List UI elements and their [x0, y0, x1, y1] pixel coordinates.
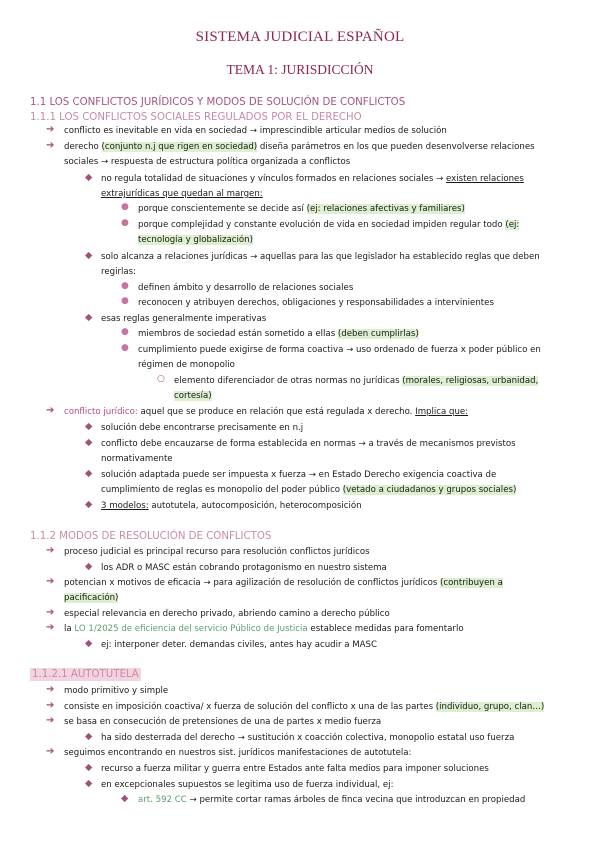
section-heading-1-1-1: 1.1.1 LOS CONFLICTOS SOCIALES REGULADOS POR EL DERECHO [30, 112, 362, 123]
list-item-continuation: régimen de monopolio [138, 360, 235, 370]
diamond-bullet-icon: ◆ [85, 561, 93, 572]
arrow-right-icon: ➔ [46, 576, 55, 587]
dot-bullet-icon: ● [121, 218, 129, 228]
list-item: art. 592 CC → permite cortar ramas árboles de finca vecina que introduzcan en propiedad [138, 795, 526, 805]
dot-bullet-icon: ● [121, 202, 129, 212]
list-item: conflicto es inevitable en vida en sociedad → imprescindible articular medios de solución [64, 126, 447, 136]
diamond-bullet-icon: ◆ [85, 638, 93, 649]
topic-title: TEMA 1: JURISDICCIÓN [226, 62, 374, 77]
section-heading-1-1-2-1: 1.1.2.1 AUTOTUTELA [32, 669, 139, 680]
list-item-continuation: cortesía) [174, 391, 212, 401]
dot-bullet-icon: ● [121, 281, 129, 291]
arrow-right-icon: ➔ [46, 140, 55, 151]
list-item: en excepcionales supuestos se legitima uso de fuerza individual, ej: [101, 780, 394, 790]
list-item: porque complejidad y constante evolución de vida en sociedad impiden regular todo (ej: [138, 220, 520, 230]
diamond-bullet-icon: ◆ [121, 793, 129, 804]
list-item-continuation: pacificación) [64, 593, 119, 603]
list-item: consiste en imposición coactiva/ x fuerza de solución del conflicto x una de las partes (individuo, grupo, clan…) [64, 702, 545, 712]
arrow-right-icon: ➔ [46, 607, 55, 618]
list-item: miembros de sociedad están sometido a ellas (deben cumplirlas) [138, 329, 419, 339]
list-item: especial relevancia en derecho privado, abriendo camino a derecho público [64, 609, 390, 619]
list-item: proceso judicial es principal recurso para resolución conflictos jurídicos [64, 547, 370, 557]
list-item: solución adaptada puede ser impuesta x fuerza → en Estado Derecho exigencia coactiva de [101, 470, 497, 480]
list-item: elemento diferenciador de otras normas no jurídicas (morales, religiosas, urbanidad, [174, 376, 539, 386]
diamond-bullet-icon: ◆ [85, 437, 93, 448]
list-item: derecho (conjunto n.j que rigen en sociedad) diseña parámetros en los que pueden desenvolverse relaciones [64, 142, 535, 152]
list-item: cumplimiento puede exigirse de forma coactiva → uso ordenado de fuerza x poder público en [138, 345, 541, 355]
arrow-right-icon: ➔ [46, 124, 55, 135]
list-item: se basa en consecución de pretensiones de una de partes x medio fuerza [64, 717, 382, 727]
dot-bullet-icon: ● [121, 343, 129, 353]
legal-reference-link[interactable]: LO 1/2025 de eficiencia del servicio Público de Justicia [74, 624, 308, 634]
arrow-right-icon: ➔ [46, 684, 55, 695]
list-item-continuation: regirlas: [101, 267, 137, 277]
diamond-bullet-icon: ◆ [85, 421, 93, 432]
diamond-bullet-icon: ◆ [85, 499, 93, 510]
list-item-continuation: sociales → respuesta de estructura política organizada a conflictos [64, 157, 351, 167]
list-item: ej: interponer deter. demandas civiles, antes hay acudir a MASC [101, 640, 378, 650]
list-item: modo primitivo y simple [64, 686, 169, 696]
dot-bullet-icon: ● [121, 327, 129, 337]
diamond-bullet-icon: ◆ [85, 312, 93, 323]
list-item: solo alcanza a relaciones jurídicas → aquellas para las que legislador ha establecido reglas que deben [101, 252, 540, 262]
diamond-bullet-icon: ◆ [85, 762, 93, 773]
section-heading-1-1-2: 1.1.2 MODOS DE RESOLUCIÓN DE CONFLICTOS [30, 531, 272, 542]
document-title: SISTEMA JUDICIAL ESPAÑOL [195, 29, 405, 45]
list-item: recurso a fuerza militar y guerra entre Estados ante falta medios para imponer soluciones [101, 764, 489, 774]
diamond-bullet-icon: ◆ [85, 468, 93, 479]
arrow-right-icon: ➔ [46, 746, 55, 757]
list-item: esas reglas generalmente imperativas [101, 314, 267, 324]
list-item: los ADR o MASC están cobrando protagonismo en nuestro sistema [101, 563, 387, 573]
list-item: definen ámbito y desarrollo de relaciones sociales [138, 283, 354, 293]
arrow-right-icon: ➔ [46, 715, 55, 726]
circle-bullet-icon: ○ [157, 374, 165, 384]
diamond-bullet-icon: ◆ [85, 172, 93, 183]
legal-reference-link[interactable]: art. 592 CC [138, 795, 187, 805]
list-item-continuation: tecnología y globalización) [138, 235, 253, 245]
arrow-right-icon: ➔ [46, 622, 55, 633]
list-item: seguimos encontrando en nuestros sist. jurídicos manifestaciones de autotutela: [64, 748, 412, 758]
list-item: solución debe encontrarse precisamente en n.j [101, 423, 304, 433]
list-item: conflicto debe encauzarse de forma establecida en normas → a través de mecanismos previstos [101, 439, 516, 449]
arrow-right-icon: ➔ [46, 405, 55, 416]
list-item-continuation: cumplimiento de reglas es monopolio del poder público (vetado a ciudadanos y grupos sociales) [101, 485, 517, 495]
section-heading-1-1: 1.1 LOS CONFLICTOS JURÍDICOS Y MODOS DE SOLUCIÓN DE CONFLICTOS [30, 97, 406, 108]
list-item-continuation: normativamente [101, 454, 173, 464]
list-item: no regula totalidad de situaciones y vínculos formados en relaciones sociales → existen relaciones [101, 174, 524, 184]
dot-bullet-icon: ● [121, 296, 129, 306]
list-item: 3 modelos: autotutela, autocomposición, heterocomposición [101, 501, 362, 511]
arrow-right-icon: ➔ [46, 545, 55, 556]
list-item: porque conscientemente se decide así (ej: relaciones afectivas y familiares) [138, 204, 465, 214]
diamond-bullet-icon: ◆ [85, 778, 93, 789]
list-item: la LO 1/2025 de eficiencia del servicio Público de Justicia establece medidas para fomentarlo [64, 624, 464, 634]
diamond-bullet-icon: ◆ [85, 731, 93, 742]
arrow-right-icon: ➔ [46, 700, 55, 711]
list-item: potencian x motivos de eficacia → para agilización de resolución de conflictos jurídicos (contribuyen a [64, 578, 503, 588]
diamond-bullet-icon: ◆ [85, 250, 93, 261]
list-item: ha sido desterrada del derecho → sustitución x coacción colectiva, monopolio estatal uso fuerza [101, 733, 515, 743]
list-item-continuation: extrajurídicas que quedan al margen: [101, 189, 263, 199]
list-item: conflicto jurídico: aquel que se produce en relación que está regulada x derecho. Implica que: [64, 407, 469, 417]
list-item: reconocen y atribuyen derechos, obligaciones y responsabilidades a intervinientes [138, 298, 494, 308]
